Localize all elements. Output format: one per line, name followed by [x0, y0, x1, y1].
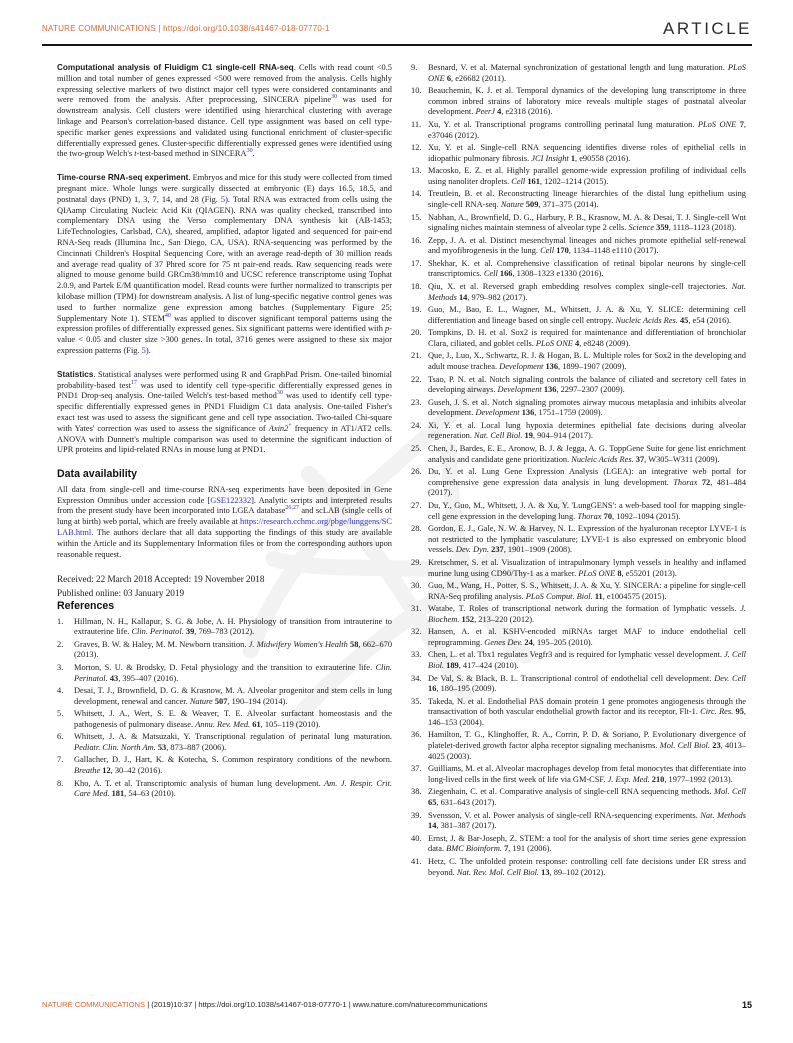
- volume-number: 1: [570, 153, 576, 163]
- volume-number: 7: [504, 844, 509, 854]
- inline-link[interactable]: 5: [141, 345, 146, 355]
- reference-item: [411, 328, 746, 349]
- reference-text: Zepp, J. A. et al. Distinct mesenchymal lineages and niches promote epithelial self-renewal and myofibrogenesis in the lung. Cell 170, 1134–1148 e1110 (2017).: [428, 235, 746, 256]
- volume-number: 210: [651, 774, 665, 784]
- journal-name: Circ. Res.: [700, 707, 734, 717]
- reference-number: 25.: [411, 443, 422, 453]
- journal-name: Cell: [540, 246, 555, 256]
- journal-name: Science: [628, 223, 655, 233]
- reference-text: Whitsett, J. A. & Matsuzaki, Y. Transcriptional regulation of perinatal lung maturation. Pediatr. Clin. North Am. 53, 873–887 (2006).: [74, 732, 392, 752]
- volume-number: 14: [428, 821, 437, 831]
- journal-name: Nature: [500, 200, 524, 210]
- reference-item: [411, 398, 746, 419]
- reference-text: Hamilton, T. G., Klinghoffer, R. A., Corrin, P. D. & Soriano, P. Evolutionary divergence of platelet-derived growth factor alpha receptor signaling mechanisms. Mol. Cell Biol. 23, 4013–4025 (2003).: [428, 730, 746, 761]
- journal-name: Clin. Perinatol.: [131, 627, 184, 637]
- volume-number: 13: [541, 867, 550, 877]
- reference-item: [411, 236, 746, 257]
- journal-name: JCI Insight: [531, 153, 569, 163]
- reference-number: 40.: [411, 833, 422, 843]
- reference-text: Tompkins, D. H. et al. Sox2 is required for maintenance and differentiation of bronchiolar Clara, ciliated, and goblet cells. PLoS ONE 4, e8248 (2009).: [428, 328, 746, 348]
- citation-superscript: [247, 149, 253, 155]
- two-column-body: [57, 63, 746, 880]
- reference-item: [411, 558, 746, 579]
- reference-number: 28.: [411, 524, 422, 534]
- volume-number: 19: [524, 431, 533, 441]
- reference-text: Que, J., Luo, X., Schwartz, R. J. & Hogan, B. L. Multiple roles for Sox2 in the developing and adult mouse trachea. Development 136, 1899–1907 (2009).: [428, 351, 746, 372]
- volume-number: 12: [102, 766, 111, 776]
- journal-name: Mol. Cell: [714, 787, 747, 797]
- journal-name: Nucleic Acids Res.: [571, 454, 634, 464]
- volume-number: 6: [446, 73, 452, 83]
- citation-link[interactable]: 40: [164, 312, 171, 319]
- methods-paragraph-timecourse: Time-course RNA-seq experiment. Embryos and mice for this study were collected from timed pregnant mice. Whole lungs were surgically dissected at embryonic (E) days 16.5, 18.5, and postnatal days (PND) 1, 3, 7, 14, and 28 (Fig. 5). Total RNA was extracted from cells using the QIAamp Circulating Nucleic Acid Kit (QIAGEN). RNA was quality checked, transcribed into complementary DNA using the Verso complementary DNA synthesis kit (AB-1453; LifeTechnologies, Carlsbad, CA), sheared, amplified, adaptor ligated and sequenced for pair-end RNA-Seq reads (Illumina Inc., San Diego, CA, USA). RNA-sequencing was performed by the Cincinnati Children's Hospital Sequencing Core, with an average read-depth of 30 million reads and average read quality of 37 Phred score for 75 nt pair-end reads. Raw sequencing reads were aligned to mouse genome build GRCm38/mm10 and UCSC reference transcriptome using Tophat 2.0.9, and Partek E/M quantification model. Read counts were further normalized to transcripts per kilobase million (TPM) for downstream analysis. A list of lung-specific negative control genes was used to further normalize gene expression among batches (Supplementary Figure 25; Supplementary Note 1). STEM$^{40}$ was applied to discover significant temporal patterns using the expression profiles of differentially expressed genes. Six significant patterns were identified with p-value < 0.05 and cluster size >300 genes. In total, 3716 genes were assigned to these six major expression patterns (Fig. 5).: [57, 173, 393, 355]
- reference-number: 26.: [411, 467, 422, 477]
- reference-text: Tsao, P. N. et al. Notch signaling controls the balance of ciliated and secretory cell fates in developing airways. Development 136, 2297–2307 (2009).: [428, 374, 746, 395]
- reference-text: Nabhan, A., Brownfield, D. G., Harbury, P. B., Krasnow, M. A. & Desai, T. J. Single-cell Wnt signaling niches maintain stemness of alveolar type 2 cells. Science 359, 1118–1123 (2018).: [428, 212, 746, 233]
- volume-number: 43: [109, 673, 119, 683]
- reference-number: 19.: [411, 305, 422, 315]
- reference-number: 38.: [411, 787, 422, 797]
- reference-item: [57, 686, 392, 707]
- journal-name: Cell: [483, 269, 498, 279]
- methods-paragraph-statistics: Statistics. Statistical analyses were performed using R and GraphPad Prism. One-tailed binomial probability-based test$^{17}$ was used to identify cell type-specific differentially expressed genes in PND1 Drop-seq analysis. One-tailed Welch's test-based method$^{30}$ was used to identify cell type-specific differentially expressed genes in PND1 Fluidigm C1 data analysis. One-tailed Fisher's exact test was used to assess the significant gene and cell type association. Two-tailed Chi-square with Yates' correction was used to assess the significance of Axin2+ frequency in AT1/AT2 cells. ANOVA with Dunnett's multiple comparison was used to determine the significant induction of UPR proteins and lipid-related RNAs in mouse lung at PND1.: [57, 369, 392, 455]
- reference-number: 10.: [411, 86, 422, 96]
- reference-item: [411, 697, 746, 729]
- reference-text: Hillman, N. H., Kallapur, S. G. & Jobe, A. H. Physiology of transition from intrauterine to extrauterine life. Clin. Perinatol. 39, 769–783 (2012).: [74, 616, 392, 637]
- page-footer: [42, 1000, 752, 1010]
- reference-number: 29.: [411, 557, 422, 567]
- journal-name: Development: [497, 385, 542, 395]
- journal-name: Development: [499, 362, 544, 372]
- reference-item: [411, 375, 746, 396]
- citation-link[interactable]: 30: [276, 390, 283, 397]
- footer-citation-rest: | (2019)10:37 | https://doi.org/10.1038/s41467-018-07770-1 | www.nature.com/naturecommunications: [145, 1000, 488, 1009]
- reference-number: 7.: [57, 755, 64, 765]
- reference-text: Watabe, T. Roles of transcriptional network during the formation of lymphatic vessels. J. Biochem. 152, 213–220 (2012).: [428, 604, 746, 624]
- reference-text: Xi, Y. et al. Local lung hypoxia determines epithelial fate decisions during alveolar regeneration. Nat. Cell Biol. 19, 904–914 (2017).: [428, 420, 746, 441]
- reference-item: [411, 189, 746, 210]
- reference-number: 36.: [411, 730, 422, 740]
- journal-name: Nucleic Acids Res.: [615, 315, 678, 325]
- reference-text: Xu, Y. et al. Transcriptional programs controlling perinatal lung maturation. PLoS ONE 7, e37046 (2012).: [428, 119, 746, 140]
- italic-text: p: [385, 324, 390, 334]
- journal-name: BMC Bioinform.: [446, 844, 502, 854]
- reference-number: 21.: [411, 351, 422, 361]
- data-availability-paragraph: All data from single-cell and time-course RNA-seq experiments have been deposited in Gene Expression Omnibus under accession code [GSE122332]. Analytic scripts and interpreted results from the present study have been incorporated into LGEA database$^{26,27}$ and scLAB (single cells of lung at birth) web portal, which are freely available at https://research.cchmc.org/pbge/lunggens/SCLAB.html. The authors declare that all data supporting the findings of this study are available within the Article and its Supplementary Information files or from the corresponding authors upon reasonable request.: [57, 484, 393, 559]
- inline-link[interactable]: https://research.cchmc.org/pbge/lunggens/SCLAB.html: [57, 517, 392, 537]
- volume-number: 4: [575, 338, 580, 348]
- reference-text: Du, Y., Guo, M., Whitsett, J. A. & Xu, Y. 'LungGENS': a web-based tool for mapping single-cell gene expression in the developing lung. Thorax 70, 1092–1094 (2015).: [428, 500, 746, 521]
- reference-item: [411, 259, 746, 280]
- volume-number: 136: [521, 408, 535, 418]
- volume-number: 72: [701, 477, 711, 487]
- volume-number: 189: [446, 661, 459, 671]
- reference-number: 14.: [411, 189, 422, 199]
- reference-item: [411, 86, 746, 118]
- reference-number: 22.: [411, 374, 422, 384]
- journal-name: PLoS ONE: [535, 338, 573, 348]
- journal-name: PLoS ONE: [428, 63, 746, 83]
- volume-number: 152: [461, 614, 475, 624]
- volume-number: 95: [735, 707, 744, 717]
- reference-number: 24.: [411, 420, 422, 430]
- volume-number: 58: [350, 639, 359, 649]
- reference-text: Guo, M., Bao, E. L., Wagner, M., Whitsett, J. A. & Xu, Y. SLICE: determining cell differentiation and lineage based on single cell entropy. Nucleic Acids Res. 45, e54 (2016).: [428, 305, 746, 325]
- reference-number: 37.: [411, 764, 422, 774]
- volume-number: 70: [603, 511, 612, 521]
- italic-text: Axin2: [268, 423, 289, 433]
- reference-text: Macosko, E. Z. et al. Highly parallel genome-wide expression profiling of individual cells using nanoliter droplets. Cell 161, 1202–1214 (2015).: [428, 166, 746, 186]
- journal-name: Genes Dev.: [484, 637, 523, 647]
- citation-superscript: [131, 380, 137, 386]
- citation-link[interactable]: 17: [130, 379, 137, 386]
- footer-citation-line: [42, 1000, 487, 1009]
- reference-item: [411, 627, 746, 648]
- reference-text: Chen, J., Bardes, E. E., Aronow, B. J. & Jegga, A. G. ToppGene Suite for gene list enrichment analysis and candidate gene prioritization. Nucleic Acids Res. 37, W305–W311 (2009).: [428, 443, 746, 464]
- reference-number: 30.: [411, 580, 422, 590]
- reference-text: Besnard, V. et al. Maternal synchronization of gestational length and lung maturation. PLoS ONE 6, e26682 (2011).: [428, 63, 746, 83]
- reference-item: [411, 143, 746, 164]
- reference-text: Gallacher, D. J., Hart, K. & Kotecha, S. Common respiratory conditions of the newborn. Breathe 12, 30–42 (2016).: [74, 755, 392, 776]
- journal-name: Mol. Cell Biol.: [659, 741, 710, 751]
- journal-name: Nat. Cell Biol.: [474, 431, 523, 441]
- received-accepted-line: Received: 22 March 2018 Accepted: 19 November 2018: [57, 574, 265, 585]
- inline-link[interactable]: GSE122332: [210, 495, 252, 505]
- reference-text: Morton, S. U. & Brodsky, D. Fetal physiology and the transition to extrauterine life. Clin. Perinatol. 43, 395–407 (2016).: [74, 662, 392, 683]
- reference-text: Gordon, E. J., Gale, N. W. & Harvey, N. L. Expression of the hyaluronan receptor LYVE-1 is not restricted to the lymphatic vasculature; LYVE-1 is also expressed on embryonic blood vessels. Dev. Dyn. 237, 1901–1909 (2008).: [428, 524, 746, 555]
- volume-number: 237: [491, 545, 504, 555]
- reference-number: 20.: [411, 328, 422, 338]
- reference-number: 2.: [57, 639, 64, 649]
- citation-superscript: [165, 313, 171, 319]
- reference-text: Svensson, V. et al. Power analysis of single-cell RNA-sequencing experiments. Nat. Methods 14, 381–387 (2017).: [428, 810, 746, 831]
- reference-number: 3.: [57, 662, 64, 672]
- footer-journal-name: NATURE COMMUNICATIONS: [42, 1000, 146, 1009]
- reference-number: 4.: [57, 685, 64, 695]
- reference-number: 33.: [411, 650, 422, 660]
- reference-item: [411, 604, 746, 625]
- reference-number: 8.: [57, 778, 64, 788]
- reference-text: Kho, A. T. et al. Transcriptomic analysis of human lung development. Am. J. Respir. Crit. Care Med. 181, 54–63 (2010).: [74, 778, 392, 799]
- references-list-left: [57, 617, 392, 800]
- reference-number: 6.: [57, 732, 64, 742]
- header-rule: [42, 44, 752, 46]
- journal-name: PLoS ONE: [578, 568, 616, 578]
- reference-item: [411, 524, 746, 556]
- reference-item: [411, 674, 746, 695]
- reference-text: Du, Y. et al. Lung Gene Expression Analysis (LGEA): an integrative web portal for comprehensive gene expression data analysis in lung development. Thorax 72, 481–484 (2017).: [428, 467, 747, 498]
- reference-number: 11.: [411, 119, 422, 129]
- reference-text: Graves, B. W. & Haley, M. M. Newborn transition. J. Midwifery Women's Health 58, 662–670 (2013).: [74, 639, 393, 660]
- reference-number: 5.: [57, 709, 64, 719]
- reference-text: Ziegenhain, C. et al. Comparative analysis of single-cell RNA sequencing methods. Mol. Cell 65, 631–643 (2017).: [428, 787, 747, 808]
- citation-link[interactable]: 26,27: [285, 505, 299, 512]
- reference-item: [57, 663, 392, 684]
- reference-item: [411, 120, 746, 141]
- superscript-text: +: [288, 422, 292, 429]
- citation-superscript: [331, 95, 337, 101]
- journal-name: Cell: [511, 176, 526, 186]
- reference-number: 41.: [411, 856, 422, 866]
- journal-name: PeerJ: [475, 107, 495, 117]
- volume-number: 181: [111, 789, 125, 799]
- citation-link[interactable]: 30: [246, 148, 253, 155]
- reference-item: [57, 732, 392, 753]
- dates-block: [57, 573, 392, 601]
- data-availability-heading: Data availability: [57, 468, 138, 481]
- volume-number: 359: [656, 223, 669, 233]
- citation-superscript: [277, 391, 283, 397]
- journal-name: Thorax: [577, 511, 602, 521]
- reference-number: 27.: [411, 500, 422, 510]
- journal-name: PLoS ONE: [697, 119, 737, 129]
- reference-item: [411, 764, 746, 785]
- journal-name: Dev. Dyn.: [455, 545, 490, 555]
- run-in-heading: Computational analysis of Fluidigm C1 single-cell RNA-seq: [57, 63, 294, 72]
- reference-text: Chen, L. et al. Tbx1 regulates Vegfr3 and is required for lymphatic vessel development. J. Cell Biol. 189, 417–424 (2010).: [428, 650, 746, 671]
- journal-name: Nat. Rev. Mol. Cell Biol.: [456, 867, 540, 877]
- reference-text: Takeda, N. et al. Endothelial PAS domain protein 1 gene promotes angiogenesis through the transactivation of both vascular endothelial growth factor and its receptor, Flt-1. Circ. Res. 95, 146–153 (2004).: [428, 696, 747, 728]
- volume-number: 53: [157, 742, 167, 752]
- journal-name: Thorax: [673, 477, 698, 487]
- reference-text: Shekhar, K. et al. Comprehensive classification of retinal bipolar neurons by single-cell transcriptomics. Cell 166, 1308–1323 e1330 (2016).: [428, 258, 746, 279]
- reference-text: Guseh, J. S. et al. Notch signaling promotes airway mucous metaplasia and inhibits alveolar development. Development 136, 1751–1759 (2009).: [428, 397, 746, 418]
- reference-number: 13.: [411, 166, 422, 176]
- reference-item: [411, 834, 746, 855]
- reference-item: [57, 617, 392, 638]
- volume-number: 509: [525, 200, 539, 210]
- reference-item: [411, 467, 746, 499]
- run-in-heading: Statistics: [57, 369, 94, 379]
- reference-text: Beauchemin, K. J. et al. Temporal dynamics of the developing lung transcriptome in three common inbred strains of laboratory mice reveals multiple stages of postnatal alveolar development. PeerJ 4, e2318 (2016).: [428, 86, 746, 117]
- published-online-line: Published online: 03 January 2019: [57, 588, 185, 599]
- reference-item: [411, 581, 746, 602]
- references-heading: References: [57, 599, 115, 612]
- volume-number: 24: [524, 637, 533, 647]
- journal-name: Nat. Methods: [428, 281, 746, 302]
- volume-number: 8: [617, 568, 622, 578]
- volume-number: 136: [545, 362, 559, 372]
- right-column: [411, 63, 746, 880]
- volume-number: 170: [556, 246, 569, 256]
- reference-number: 18.: [411, 281, 422, 291]
- reference-number: 1.: [57, 616, 64, 626]
- reference-text: Qiu, X. et al. Reversed graph embedding resolves complex single-cell trajectories. Nat. Methods 14, 979–982 (2017).: [428, 281, 746, 302]
- journal-name: Am. J. Respir. Crit. Care Med.: [74, 778, 392, 799]
- volume-number: 4: [497, 107, 502, 117]
- reference-text: Hansen, A. et al. KSHV-encoded miRNAs target MAF to induce endothelial cell reprogramming. Genes Dev. 24, 195–205 (2010).: [428, 627, 746, 647]
- reference-number: 23.: [411, 397, 422, 407]
- inline-link[interactable]: 5: [220, 194, 226, 204]
- reference-item: [411, 351, 746, 372]
- page-number: 15: [741, 1000, 752, 1010]
- reference-item: [411, 857, 746, 878]
- reference-text: De Val, S. & Black, B. L. Transcriptional control of endothelial cell development. Dev. Cell 16, 180–195 (2009).: [428, 673, 746, 694]
- reference-number: 15.: [411, 212, 422, 222]
- reference-item: [411, 650, 746, 671]
- reference-item: [411, 166, 746, 187]
- reference-number: 17.: [411, 258, 422, 268]
- citation-superscript: [285, 506, 299, 512]
- reference-number: 12.: [411, 143, 422, 153]
- journal-name: PLoS Comput. Biol.: [525, 591, 593, 601]
- journal-name: J. Biochem.: [428, 604, 746, 624]
- citation-link[interactable]: 30: [331, 94, 338, 101]
- volume-number: 507: [214, 696, 228, 706]
- reference-item: [411, 787, 746, 808]
- references-list-right: [411, 63, 746, 878]
- reference-number: 32.: [411, 627, 422, 637]
- journal-name: Clin. Perinatol.: [74, 662, 392, 683]
- volume-number: 45: [679, 315, 689, 325]
- reference-item: [411, 213, 746, 234]
- reference-item: [57, 755, 392, 776]
- journal-name: Nature: [189, 696, 213, 706]
- reference-item: [57, 640, 392, 661]
- reference-number: 16.: [411, 235, 422, 245]
- journal-name: Dev. Cell: [714, 673, 746, 683]
- page-header: [42, 20, 752, 37]
- reference-text: Hetz, C. The unfolded protein response: controlling cell fate decisions under ER stress and beyond. Nat. Rev. Mol. Cell Biol. 13, 89–102 (2012).: [428, 856, 746, 877]
- volume-number: 65: [428, 798, 437, 808]
- reference-item: [411, 444, 746, 465]
- reference-item: [411, 811, 746, 832]
- volume-number: 23: [712, 741, 721, 751]
- reference-item: [57, 709, 392, 730]
- volume-number: 16: [428, 684, 437, 694]
- journal-name: Breathe: [74, 766, 101, 776]
- italic-text: t: [134, 149, 137, 159]
- volume-number: 136: [543, 385, 557, 395]
- journal-name: Nat. Methods: [700, 810, 746, 820]
- journal-name: J. Exp. Med.: [607, 774, 650, 784]
- reference-item: [411, 421, 746, 442]
- journal-name: Annu. Rev. Med.: [195, 719, 251, 729]
- run-in-heading: Time-course RNA-seq experiment: [57, 173, 189, 183]
- volume-number: 161: [527, 176, 540, 186]
- reference-text: Guo, M., Wang, H., Potter, S. S., Whitsett, J. A. & Xu, Y. SINCERA: a pipeline for single-cell RNA-Seq profiling analysis. PLoS Comput. Biol. 11, e1004575 (2015).: [428, 580, 746, 601]
- reference-item: [411, 501, 746, 522]
- reference-item: [411, 305, 746, 326]
- volume-number: 37: [635, 454, 645, 464]
- journal-name: J. Cell Biol.: [428, 650, 746, 671]
- volume-number: 61: [252, 719, 261, 729]
- journal-name: Development: [475, 408, 520, 418]
- volume-number: 39: [185, 627, 195, 637]
- reference-text: Kretschmer, S. et al. Visualization of intrapulmonary lymph vessels in healthy and inflamed murine lung using CD90/Thy-1 as a marker. PLoS ONE 8, e55201 (2013).: [428, 557, 746, 578]
- left-column: [57, 63, 392, 880]
- journal-doi-line: NATURE COMMUNICATIONS | https://doi.org/10.1038/s41467-018-07770-1: [42, 24, 330, 33]
- reference-item: [411, 730, 746, 762]
- volume-number: 11: [594, 591, 603, 601]
- reference-text: Whitsett, J. A., Wert, S. E. & Weaver, T. E. Alveolar surfactant homeostasis and the pathogenesis of pulmonary disease. Annu. Rev. Med. 61, 105–119 (2010).: [74, 709, 392, 729]
- reference-number: 31.: [411, 604, 422, 614]
- reference-number: 34.: [411, 673, 422, 683]
- reference-text: Ernst, J. & Bar-Joseph, Z. STEM: a tool for the analysis of short time series gene expression data. BMC Bioinform. 7, 191 (2006).: [428, 833, 746, 854]
- journal-name: J. Midwifery Women's Health: [248, 639, 348, 649]
- methods-paragraph-computational: Computational analysis of Fluidigm C1 single-cell RNA-seq. Cells with read count <0.5 million and total number of genes expressed <500 were removed from the analysis. Cells highly expressing selective markers of two distinct major cell types were considered contaminants and were removed from the analysis. After preprocessing, SINCERA pipeline$^{30}$ was used for downstream analysis. Cell clusters were identified using hierarchical clustering with average linkage and Pearson's correlation-based distance. Cell type assignment was based on cell type-specific marker genes expressions and validated using functional enrichment of cluster-specific differentially expressed genes. Cluster-specific differentially expressed genes were identified using the two-group Welch's t-test-based method in SINCERA$^{30}$.: [57, 63, 392, 159]
- reference-number: 39.: [411, 810, 422, 820]
- volume-number: 7: [739, 119, 744, 129]
- reference-text: Xu, Y. et al. Single-cell RNA sequencing identifies diverse roles of epithelial cells in idiopathic pulmonary fibrosis. JCI Insight 1, e90558 (2016).: [428, 143, 746, 163]
- reference-item: [57, 779, 392, 800]
- reference-number: 9.: [411, 63, 418, 72]
- volume-number: 166: [499, 269, 513, 279]
- volume-number: 14: [458, 292, 468, 302]
- reference-item: [411, 63, 746, 84]
- reference-text: Desai, T. J., Brownfield, D. G. & Krasnow, M. A. Alveolar progenitor and stem cells in lung development, renewal and cancer. Nature 507, 190–194 (2014).: [74, 685, 392, 706]
- article-label: ARTICLE: [663, 19, 752, 38]
- reference-number: 35.: [411, 696, 422, 706]
- reference-text: Treutlein, B. et al. Reconstructing lineage hierarchies of the distal lung epithelium using single-cell RNA-seq. Nature 509, 371–375 (2014).: [428, 189, 746, 210]
- reference-text: Guilliams, M. et al. Alveolar macrophages develop from fetal monocytes that differentiate into long-lived cells in the first week of life via GM-CSF. J. Exp. Med. 210, 1977–1992 (2013).: [428, 764, 746, 784]
- journal-name: Pediatr. Clin. North Am.: [74, 742, 156, 752]
- reference-item: [411, 282, 746, 303]
